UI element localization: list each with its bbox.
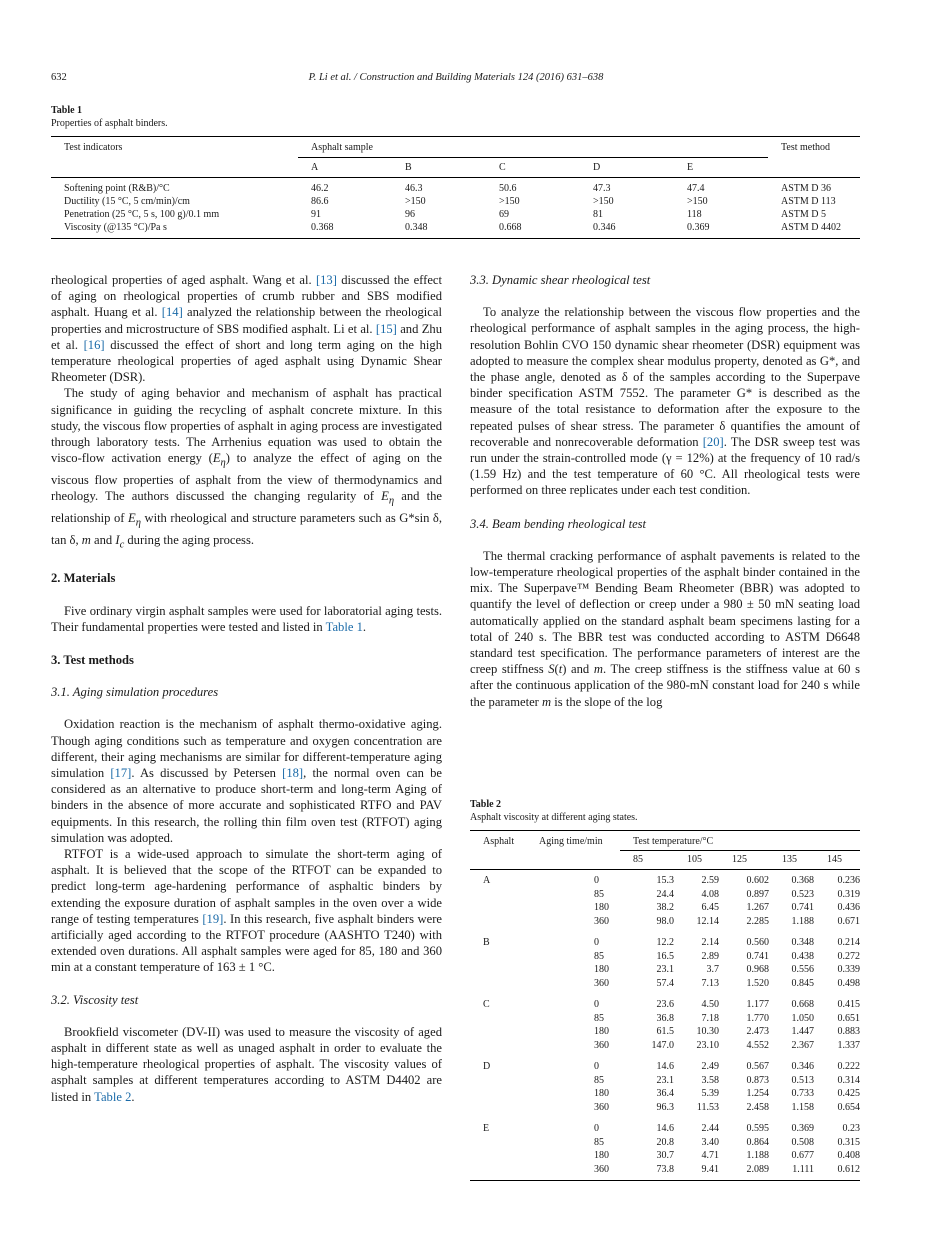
table-cell: >150	[499, 196, 520, 207]
table-row	[470, 915, 860, 933]
table-cell: 0.438	[791, 950, 814, 962]
table-cell: 2.59	[701, 875, 719, 886]
citation-link[interactable]: [13]	[315, 273, 337, 287]
table-cell: 0.668	[499, 222, 522, 233]
table-row	[470, 870, 860, 888]
table-cell: 50.6	[499, 183, 517, 194]
table-cell: 1.520	[746, 977, 769, 989]
table-cell: 2.473	[746, 1026, 769, 1037]
paragraph: Five ordinary virgin asphalt samples were used for laboratorial aging tests. Their fundamental properties were tested and listed in Table 1.	[51, 603, 442, 634]
table-cell: 16.5	[656, 950, 674, 962]
paragraph: The study of aging behavior and mechanism of asphalt has practical significance in guiding the recycling of asphalt concrete mixture. In this study, the viscous flow properties of asphalt in aging process are investigated through laboratory tests. The Arrhenius equation was used to obtain the visco-flow activation energy $(E_\eta)$ to analyze the effect of aging on the viscous flow properties of asphalt from the view of thermodynamics and rheology. The authors discussed the changing regularity of $E_\eta$ and the relationship of $E_\eta$ with rheological and structure parameters such as G*sin δ, tan δ, m and $I_c$ during the aging process.	[51, 386, 442, 551]
table2-label: Table 2	[470, 799, 502, 810]
table-cell: 0.272	[837, 950, 860, 962]
table-cell: 0.845	[791, 977, 814, 989]
table-cell	[470, 1136, 526, 1150]
table-cell: 118	[687, 209, 702, 220]
table-link[interactable]: Table 2	[94, 1089, 132, 1104]
table-cell: 96	[405, 209, 415, 220]
table-cell: C	[483, 999, 490, 1010]
table-cell: 0.883	[837, 1026, 860, 1037]
table2-temp-header: 135	[782, 854, 797, 865]
table-cell: 4.71	[701, 1150, 719, 1161]
table-row	[470, 1163, 860, 1181]
table-cell: 57.4	[656, 977, 674, 989]
table1-sample-header: B	[405, 162, 412, 173]
table-cell	[470, 963, 526, 977]
left-column	[51, 272, 442, 1105]
table-row	[470, 1118, 860, 1136]
table-cell: 15.3	[656, 875, 674, 886]
table-row	[470, 888, 860, 902]
table-cell: 3.58	[701, 1074, 719, 1086]
table-cell: 1.267	[746, 902, 769, 913]
table-cell: 180	[594, 1088, 609, 1099]
table-cell: 85	[594, 1136, 604, 1148]
table-cell: 47.3	[593, 183, 611, 194]
table-cell	[470, 950, 526, 964]
table-cell: Softening point (R&B)/°C	[64, 183, 170, 194]
table-cell: 0	[594, 999, 599, 1010]
citation-link[interactable]: [17]	[110, 765, 132, 780]
table-row	[470, 1039, 860, 1057]
table-cell: 0.315	[837, 1136, 860, 1148]
table-cell: >150	[405, 196, 426, 207]
table-cell: 2.89	[701, 950, 719, 962]
table-row	[51, 221, 860, 239]
table-cell: 23.1	[656, 1074, 674, 1086]
table-cell: 0.314	[837, 1074, 860, 1086]
table-row	[470, 1012, 860, 1026]
table-cell: 0.556	[791, 964, 814, 975]
table-row	[470, 950, 860, 964]
table-cell: 24.4	[656, 888, 674, 900]
table-cell: 0.236	[837, 875, 860, 886]
table-cell: 0.602	[746, 875, 769, 886]
table-cell: 1.188	[791, 915, 814, 927]
paragraph: The thermal cracking performance of asphalt pavements is related to the low-temperature rheological properties of the asphalt binder contained in the mix. The Superpave™ Bending Beam Rheometer (BBR) was adopted to quantify the level of deflection or creep under a 980 ± 50 mN seating load automatically applied on the standard asphalt beam specimens lasting for a total of 240 s. The BBR test was conducted according to ASTM D6648 standard test specification. The performance parameters of interest are the creep stiffness S(t) and m. The creep stiffness is the stiffness value at 60 s after the continuous application of the 980-mN constant load for 240 s while the parameter m is the slope of the log	[470, 548, 860, 709]
table-cell	[470, 1012, 526, 1026]
table-cell: 0	[594, 875, 599, 886]
table-cell: 0.508	[791, 1136, 814, 1148]
table-cell: 0.222	[837, 1061, 860, 1072]
table-cell: 4.552	[746, 1039, 769, 1051]
table-cell: 0.897	[746, 888, 769, 900]
table-cell: ASTM D 36	[781, 183, 832, 194]
table-cell	[470, 888, 526, 902]
table-cell	[470, 901, 526, 915]
table-cell: 0.369	[687, 222, 710, 233]
table-link[interactable]: Table 1	[325, 619, 363, 634]
table-cell: 2.285	[746, 915, 769, 927]
table-cell: 86.6	[311, 196, 329, 207]
table-cell: 0.864	[746, 1136, 769, 1148]
table-cell: 180	[594, 964, 609, 975]
table-cell: 46.3	[405, 183, 423, 194]
table2-temp-header: 105	[687, 854, 702, 865]
table-cell: 10.30	[696, 1026, 719, 1037]
section-heading: 3. Test methods	[51, 652, 134, 667]
subsection-heading: 3.3. Dynamic shear rheological test	[470, 273, 651, 287]
table1-sample-header: C	[499, 162, 506, 173]
table-cell: 2.458	[746, 1101, 769, 1113]
table-cell: 1.337	[837, 1039, 860, 1051]
table-cell: 1.177	[746, 999, 769, 1010]
table-cell: 12.2	[656, 937, 674, 948]
table2-caption	[470, 798, 638, 824]
table-cell: Penetration (25 °C, 5 s, 100 g)/0.1 mm	[64, 209, 220, 220]
table-cell: 1.447	[791, 1026, 814, 1037]
table-cell: 0.741	[791, 902, 814, 913]
table-cell: 0	[594, 1123, 599, 1134]
subsection-heading: 3.2. Viscosity test	[51, 992, 139, 1007]
table2-header-asphalt: Asphalt	[483, 836, 515, 848]
table1-sample-header: A	[311, 162, 319, 173]
table-cell: 23.1	[656, 964, 674, 975]
table2-header-aging: Aging time/min	[539, 836, 603, 848]
table-row	[470, 977, 860, 995]
citation-link[interactable]: [19]	[202, 911, 224, 926]
table-row	[470, 994, 860, 1012]
table-cell: 1.188	[746, 1150, 769, 1161]
table-cell: 180	[594, 902, 609, 913]
table-cell: 0.523	[791, 888, 814, 900]
table-cell: 5.39	[701, 1088, 719, 1099]
table-cell: 0.654	[837, 1101, 860, 1113]
table-cell: Viscosity (@135 °C)/Pa s	[64, 222, 167, 233]
table-cell: 20.8	[656, 1136, 674, 1148]
table-cell: 0.348	[791, 937, 814, 948]
table-cell: 1.111	[792, 1163, 814, 1175]
table-cell: 0.560	[746, 937, 769, 948]
table-cell: 0.567	[746, 1061, 769, 1072]
table2-title: Asphalt viscosity at different aging states.	[470, 812, 638, 823]
table-cell: 0.425	[837, 1088, 860, 1099]
table-row	[470, 963, 860, 977]
table-cell: B	[483, 937, 490, 948]
table-cell: 0.968	[746, 964, 769, 975]
table-cell: 69	[499, 209, 509, 220]
table-cell: A	[483, 875, 491, 886]
table-cell: 360	[594, 915, 609, 927]
journal-citation: P. Li et al. / Construction and Building Materials 124 (2016) 631–638	[308, 72, 604, 83]
table-row	[470, 1074, 860, 1088]
table1	[51, 136, 860, 239]
table1-title: Properties of asphalt binders.	[51, 118, 168, 129]
table-cell: 0.612	[837, 1163, 860, 1175]
table-cell: 0.346	[791, 1061, 814, 1072]
table2-temp-header: 125	[732, 854, 747, 865]
table-cell: 180	[594, 1026, 609, 1037]
table-cell: 180	[594, 1150, 609, 1161]
table-row	[51, 195, 860, 208]
citation-link[interactable]: [15]	[375, 321, 397, 336]
table-cell: 2.367	[791, 1039, 814, 1051]
table-cell: 4.50	[701, 999, 719, 1010]
table-cell: 0.595	[746, 1123, 769, 1134]
table-row	[470, 932, 860, 950]
table2-header-group: Test temperature/°C	[620, 831, 860, 851]
table-cell: 73.8	[656, 1163, 674, 1175]
table-cell: 47.4	[687, 183, 705, 194]
table-cell: 23.10	[696, 1039, 719, 1051]
table-cell: Ductility (15 °C, 5 cm/min)/cm	[64, 196, 190, 207]
table-row	[470, 901, 860, 915]
table-cell: 38.2	[656, 902, 674, 913]
table-cell: 61.5	[656, 1026, 674, 1037]
paragraph: Oxidation reaction is the mechanism of asphalt thermo-oxidative aging. Though aging conditions such as temperature and oxygen concentration are different, their aging mechanisms are similar for different-temperature aging simulation [17]. As discussed by Petersen [18], the normal oven can be considered as an alternative to produce short-term and long-term Aging of binders in the absence of more accurate and sophisticated RTFO and PAV equipments. In this research, the rolling thin film oven test (RTFOT) aging simulation was adopted.	[51, 717, 442, 845]
table-cell: 11.53	[696, 1101, 719, 1113]
table-cell: E	[483, 1123, 490, 1134]
paragraph: rheological properties of aged asphalt. Wang et al. [13] discussed the effect of aging on rheological properties of crumb rubber and SBS modified asphalt. Huang et al. [14] analyzed the relationship between the rheological properties and microstructure of SBS modified asphalt. Li et al. [15] and Zhu et al. [16] discussed the effect of short and long term aging on the high temperature rheological properties of aged asphalt using Dynamic Shear Rheometer (DSR).	[51, 273, 443, 385]
table-cell: 6.45	[701, 902, 719, 913]
table-cell: 85	[594, 1012, 604, 1024]
table-cell: 0.346	[593, 222, 616, 233]
table-cell: 9.41	[701, 1163, 719, 1175]
table-cell: 0.319	[837, 888, 860, 900]
table2-temp-header: 145	[827, 854, 842, 865]
table-cell: 12.14	[696, 915, 719, 927]
table-cell: 7.18	[701, 1012, 719, 1024]
table-cell: 0.214	[837, 937, 860, 948]
table-row	[470, 1149, 860, 1163]
table-cell	[470, 977, 526, 995]
table-cell: 0.873	[746, 1074, 769, 1086]
section-heading: 2. Materials	[51, 571, 116, 586]
table1-caption	[51, 104, 168, 130]
table-cell: 85	[594, 888, 604, 900]
table-cell: >150	[687, 196, 708, 207]
subsection-heading: 3.4. Beam bending rheological test	[470, 516, 647, 531]
table-cell: 0.651	[837, 1012, 860, 1024]
table-cell: 30.7	[656, 1150, 674, 1161]
table-cell: 147.0	[651, 1039, 674, 1051]
table-cell: ASTM D 113	[781, 196, 836, 207]
table-cell: 0.23	[842, 1123, 860, 1134]
table-cell	[470, 1101, 526, 1119]
page-number: 632	[51, 72, 67, 83]
table1-header-indicators: Test indicators	[64, 142, 123, 154]
table-cell: 0.513	[791, 1074, 814, 1086]
table-cell: 2.44	[701, 1123, 719, 1134]
table-cell: 1.050	[791, 1012, 814, 1024]
table-cell	[470, 1163, 526, 1181]
table-cell: 85	[594, 950, 604, 962]
table-cell: 0.671	[837, 915, 860, 927]
table-cell: 2.49	[701, 1061, 719, 1072]
table-cell: 2.089	[746, 1163, 769, 1175]
paragraph: Brookfield viscometer (DV-II) was used to measure the viscosity of aged asphalt in different state as well as unaged asphalt in order to evaluate the high-temperature rheological properties of asphalt. The viscosity values of asphalt samples at different temperatures according to ASTM D4402 are listed in Table 2.	[51, 1024, 442, 1104]
subsection-heading: 3.1. Aging simulation procedures	[51, 685, 219, 700]
table-cell: 46.2	[311, 183, 329, 194]
table-row	[51, 178, 860, 196]
table2-temp-header: 85	[633, 854, 643, 865]
table-cell: 0.733	[791, 1088, 814, 1099]
table-cell: ASTM D 5	[781, 209, 827, 220]
table-cell: 0.498	[837, 977, 860, 989]
table-cell: 0	[594, 937, 599, 948]
table-cell: 14.6	[656, 1061, 674, 1072]
table-cell	[470, 915, 526, 933]
table-cell: 81	[593, 209, 603, 220]
table-cell	[470, 1025, 526, 1039]
table-cell: 23.6	[656, 999, 674, 1010]
table-cell: 0	[594, 1061, 599, 1072]
table-cell: 0.368	[311, 222, 334, 233]
table-row	[470, 1087, 860, 1101]
table-cell: 0.408	[837, 1150, 860, 1161]
table-cell	[470, 1039, 526, 1057]
table-cell: ASTM D 4402	[781, 222, 842, 233]
citation-link[interactable]: [20]	[702, 434, 724, 449]
table-cell: 7.13	[701, 977, 719, 989]
table-cell: 360	[594, 1101, 609, 1113]
table-cell: 0.415	[837, 999, 860, 1010]
table-cell: >150	[593, 196, 614, 207]
table-row	[470, 1101, 860, 1119]
table-cell: 360	[594, 1039, 609, 1051]
table-cell: 0.436	[837, 902, 860, 913]
table-cell	[470, 1149, 526, 1163]
table1-header-method: Test method	[781, 142, 831, 154]
table-cell: 0.348	[405, 222, 428, 233]
table1-label: Table 1	[51, 105, 83, 116]
table-cell: 91	[311, 209, 321, 220]
table-cell: 360	[594, 977, 609, 989]
table-cell: 98.0	[656, 915, 674, 927]
table-cell: 85	[594, 1074, 604, 1086]
table-cell: 1.770	[746, 1012, 769, 1024]
table-cell: 3.7	[706, 964, 719, 975]
table-row	[470, 1136, 860, 1150]
table-cell: 14.6	[656, 1123, 674, 1134]
table-cell: 1.158	[791, 1101, 814, 1113]
table-row	[470, 1025, 860, 1039]
table-cell: 96.3	[656, 1101, 674, 1113]
table-cell: 4.08	[701, 888, 719, 900]
table-cell: 3.40	[701, 1136, 719, 1148]
right-column	[470, 272, 860, 710]
table1-sample-header: D	[593, 162, 601, 173]
table1-header-group: Asphalt sample	[298, 137, 768, 158]
table-cell: 36.8	[656, 1012, 674, 1024]
table-cell: 0.677	[791, 1150, 814, 1161]
table2	[470, 830, 860, 1181]
table1-sample-header: E	[687, 162, 694, 173]
table-row	[470, 1056, 860, 1074]
table-cell: D	[483, 1061, 491, 1072]
table-cell: 0.368	[791, 875, 814, 886]
table-cell: 0.369	[791, 1123, 814, 1134]
table-cell: 1.254	[746, 1088, 769, 1099]
citation-link[interactable]: [14]	[161, 305, 183, 320]
paragraph: To analyze the relationship between the viscous flow properties and the rheological performance of asphalt samples in the aging process, the high-resolution Bohlin CVO 150 dynamic shear rheometer (DSR) equipment was adopted to measure the complex shear modulus property, denoted as G*, and the phase angle, denoted as δ of the samples according to the Superpave binder specification ASTM 7552. The parameter G* is described as the measure of the total resistance to deformation after the exposure to the repeated pulses of shear stress. The parameter δ quantifies the amount of recoverable and nonrecoverable deformation [20]. The DSR sweep test was run under the strain-controlled mode (γ = 12%) at the frequency of 10 rad/s (1.59 Hz) and the test temperature of 60 °C. All rheological tests were performed on three replicates under each test condition.	[470, 305, 861, 498]
citation-link[interactable]: [16]	[83, 337, 105, 352]
citation-link[interactable]: [18]	[282, 765, 304, 780]
table-cell: 360	[594, 1163, 609, 1175]
running-header	[51, 72, 861, 88]
table-cell: 0.668	[791, 999, 814, 1010]
table-cell: 2.14	[701, 937, 719, 948]
table-row	[51, 208, 860, 221]
table-cell	[470, 1087, 526, 1101]
table-cell: 0.339	[837, 964, 860, 975]
table-cell: 0.741	[746, 950, 769, 962]
table-cell	[470, 1074, 526, 1088]
table-cell: 36.4	[656, 1088, 674, 1099]
paragraph: RTFOT is a wide-used approach to simulate the short-term aging of asphalt. It is believed that the scope of the RTFOT can be expanded to predict long-term age-hardening performance of asphaltic binders by extending the exposure duration of asphalt samples in the oven over a wide range of testing temperatures [19]. In this research, five asphalt binders were artificially aged according to the RTFOT procedure (AASHTO T240) with extended oven durations. All asphalt samples were aged for 85, 180 and 360 min at a constant temperature of 163 ± 1 °C.	[51, 846, 443, 975]
